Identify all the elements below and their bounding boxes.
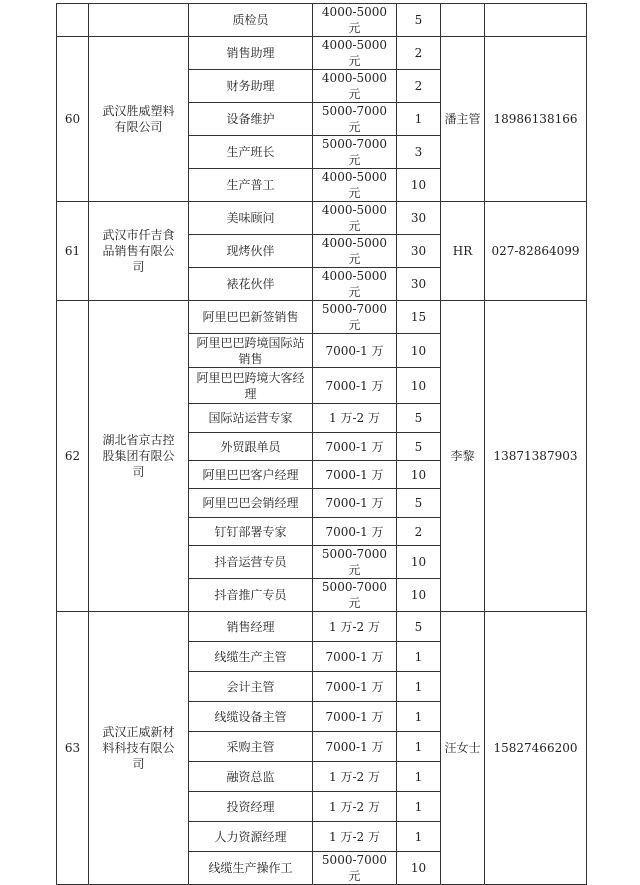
- job-salary: 4000-5000 元: [313, 235, 397, 268]
- job-salary: 1 万-2 万: [313, 612, 397, 642]
- job-count: 30: [397, 202, 441, 235]
- company-number: 62: [57, 301, 89, 612]
- job-count: 10: [397, 546, 441, 579]
- job-salary: 4000-5000 元: [313, 4, 397, 37]
- job-salary: 1 万-2 万: [313, 762, 397, 792]
- job-count: 1: [397, 672, 441, 702]
- job-count: 2: [397, 37, 441, 70]
- job-salary: 4000-5000 元: [313, 202, 397, 235]
- job-salary: 7000-1 万: [313, 334, 397, 368]
- job-position: 阿里巴巴会销经理: [189, 489, 313, 518]
- job-position: 阿里巴巴跨境大客经理: [189, 368, 313, 404]
- job-position: 投资经理: [189, 792, 313, 822]
- contact-person: [441, 4, 485, 37]
- table-row: [57, 4, 587, 37]
- job-count: 5: [397, 4, 441, 37]
- job-listing-body: [57, 4, 587, 885]
- job-salary: 4000-5000 元: [313, 268, 397, 301]
- table-row: [57, 37, 587, 70]
- job-position: 销售经理: [189, 612, 313, 642]
- job-salary: 5000-7000 元: [313, 579, 397, 612]
- job-salary: 4000-5000 元: [313, 169, 397, 202]
- job-count: 1: [397, 642, 441, 672]
- job-position: 钉钉部署专家: [189, 518, 313, 546]
- job-salary: 7000-1 万: [313, 702, 397, 732]
- company-name: 武汉正威新材料科技有限公司: [89, 612, 189, 885]
- table-row: [57, 612, 587, 642]
- job-salary: 7000-1 万: [313, 672, 397, 702]
- job-salary: 5000-7000 元: [313, 546, 397, 579]
- job-position: 线缆生产操作工: [189, 852, 313, 885]
- job-count: 5: [397, 612, 441, 642]
- job-count: 1: [397, 762, 441, 792]
- job-salary: 7000-1 万: [313, 642, 397, 672]
- job-count: 5: [397, 489, 441, 518]
- contact-phone: 18986138166: [485, 37, 587, 202]
- job-position: 阿里巴巴新签销售: [189, 301, 313, 334]
- table-row: [57, 202, 587, 235]
- job-position: 抖音推广专员: [189, 579, 313, 612]
- contact-phone: 13871387903: [485, 301, 587, 612]
- company-name: 武汉市仟吉食品销售有限公司: [89, 202, 189, 301]
- company-name: 武汉胜威塑料有限公司: [89, 37, 189, 202]
- job-salary: 7000-1 万: [313, 368, 397, 404]
- job-count: 2: [397, 518, 441, 546]
- job-position: 财务助理: [189, 70, 313, 103]
- job-position: 生产班长: [189, 136, 313, 169]
- job-salary: 5000-7000 元: [313, 301, 397, 334]
- contact-phone: 15827466200: [485, 612, 587, 885]
- job-salary: 5000-7000 元: [313, 103, 397, 136]
- job-salary: 7000-1 万: [313, 518, 397, 546]
- job-salary: 1 万-2 万: [313, 404, 397, 433]
- job-count: 10: [397, 579, 441, 612]
- company-name: [89, 4, 189, 37]
- job-position: 美味顾问: [189, 202, 313, 235]
- job-position: 质检员: [189, 4, 313, 37]
- job-salary: 7000-1 万: [313, 433, 397, 461]
- job-salary: 1 万-2 万: [313, 822, 397, 852]
- job-salary: 5000-7000 元: [313, 136, 397, 169]
- job-position: 采购主管: [189, 732, 313, 762]
- job-salary: 7000-1 万: [313, 489, 397, 518]
- job-count: 10: [397, 852, 441, 885]
- job-count: 1: [397, 732, 441, 762]
- job-position: 阿里巴巴客户经理: [189, 461, 313, 489]
- job-count: 10: [397, 368, 441, 404]
- contact-phone: [485, 4, 587, 37]
- job-count: 15: [397, 301, 441, 334]
- job-count: 30: [397, 268, 441, 301]
- job-position: 人力资源经理: [189, 822, 313, 852]
- job-salary: 4000-5000 元: [313, 70, 397, 103]
- job-position: 外贸跟单员: [189, 433, 313, 461]
- company-number: [57, 4, 89, 37]
- contact-person: HR: [441, 202, 485, 301]
- job-position: 线缆设备主管: [189, 702, 313, 732]
- job-count: 10: [397, 334, 441, 368]
- company-number: 63: [57, 612, 89, 885]
- job-salary: 1 万-2 万: [313, 792, 397, 822]
- job-position: 抖音运营专员: [189, 546, 313, 579]
- company-number: 60: [57, 37, 89, 202]
- job-listing-table: [56, 3, 587, 885]
- job-count: 1: [397, 792, 441, 822]
- job-position: 现烤伙伴: [189, 235, 313, 268]
- job-position: 销售助理: [189, 37, 313, 70]
- job-count: 10: [397, 461, 441, 489]
- job-position: 线缆生产主管: [189, 642, 313, 672]
- job-salary: 5000-7000 元: [313, 852, 397, 885]
- job-position: 会计主管: [189, 672, 313, 702]
- job-position: 裱花伙伴: [189, 268, 313, 301]
- contact-person: 李黎: [441, 301, 485, 612]
- contact-phone: 027-82864099: [485, 202, 587, 301]
- company-name: 湖北省京古控股集团有限公司: [89, 301, 189, 612]
- job-count: 3: [397, 136, 441, 169]
- company-number: 61: [57, 202, 89, 301]
- job-count: 1: [397, 103, 441, 136]
- job-count: 2: [397, 70, 441, 103]
- job-count: 30: [397, 235, 441, 268]
- job-count: 5: [397, 404, 441, 433]
- job-position: 阿里巴巴跨境国际站销售: [189, 334, 313, 368]
- contact-person: 潘主管: [441, 37, 485, 202]
- job-count: 5: [397, 433, 441, 461]
- table-row: [57, 301, 587, 334]
- job-position: 国际站运营专家: [189, 404, 313, 433]
- job-count: 1: [397, 702, 441, 732]
- job-salary: 7000-1 万: [313, 461, 397, 489]
- job-position: 生产普工: [189, 169, 313, 202]
- job-position: 融资总监: [189, 762, 313, 792]
- job-count: 1: [397, 822, 441, 852]
- job-count: 10: [397, 169, 441, 202]
- job-salary: 4000-5000 元: [313, 37, 397, 70]
- job-salary: 7000-1 万: [313, 732, 397, 762]
- job-position: 设备维护: [189, 103, 313, 136]
- contact-person: 汪女士: [441, 612, 485, 885]
